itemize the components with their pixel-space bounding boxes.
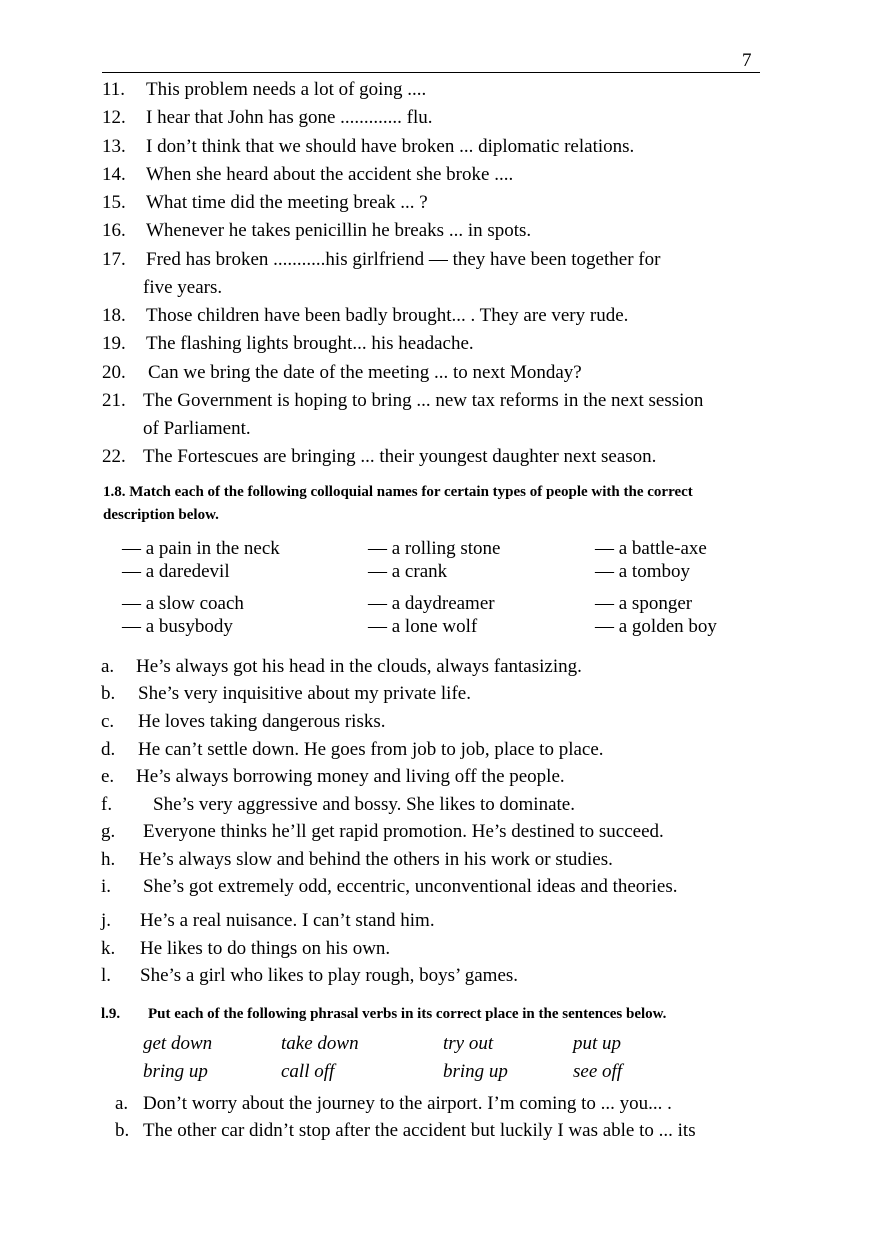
item-number: 14. [102,164,126,185]
item-text: Those children have been badly brought... . They are very rude. [146,305,629,326]
description-letter: l. [101,965,112,986]
name-option: — a lone wolf [368,616,478,637]
phrasal-verb: try out [443,1033,494,1054]
phrasal-verb: bring up [143,1061,208,1082]
description-letter: b. [101,683,116,704]
description-text: He’s always slow and behind the others in his work or studies. [139,849,613,870]
item-text: The flashing lights brought... his headache. [146,333,474,354]
name-option: — a slow coach [122,593,244,614]
name-option: — a battle-axe [595,538,707,559]
description-letter: a. [101,656,115,677]
phrasal-verb: take down [281,1033,359,1054]
description-letter: k. [101,938,116,959]
item-text: Fred has broken ...........his girlfriend — they have been together for [146,249,661,270]
phrasal-verb: see off [573,1061,623,1082]
exercise-1-9-heading: Put each of the following phrasal verbs in its correct place in the sentences below. [148,1006,667,1022]
name-option: — a crank [368,561,448,582]
description-letter: d. [101,739,116,760]
item-text: I don’t think that we should have broken ... diplomatic relations. [146,136,635,157]
description-text: He loves taking dangerous risks. [138,711,386,732]
item-text: When she heard about the accident she broke .... [146,164,514,185]
description-text: She’s very aggressive and bossy. She likes to dominate. [153,794,575,815]
item-text-continuation: five years. [143,277,223,298]
phrasal-verb: put up [573,1033,622,1054]
description-letter: j. [101,910,112,931]
item-text-continuation: of Parliament. [143,418,251,439]
description-letter: f. [101,794,113,815]
header-rule [102,72,760,73]
item-number: 21. [102,390,126,411]
item-text: The Fortescues are bringing ... their youngest daughter next season. [143,446,657,467]
exercise-1-8-heading [103,481,773,527]
description-letter: g. [101,821,116,842]
item-text: This problem needs a lot of going .... [146,79,427,100]
name-option: — a tomboy [595,561,690,582]
item-text: Whenever he takes penicillin he breaks ... in spots. [146,220,532,241]
name-option: — a sponger [595,593,693,614]
description-text: She’s a girl who likes to play rough, boys’ games. [140,965,519,986]
item-number: 22. [102,446,126,467]
item-number: 18. [102,305,126,326]
phrasal-verb: get down [143,1033,213,1054]
name-option: — a golden boy [595,616,717,637]
description-text: Everyone thinks he’ll get rapid promotion. He’s destined to succeed. [143,821,664,842]
item-number: 11. [102,79,126,100]
item-text: The Government is hoping to bring ... new tax reforms in the next session [143,390,704,411]
item-number: 15. [102,192,126,213]
sentence-letter: b. [115,1120,130,1141]
phrasal-verb: call off [281,1061,335,1082]
description-text: She’s got extremely odd, eccentric, unconventional ideas and theories. [143,876,678,897]
description-letter: i. [101,876,112,897]
description-letter: e. [101,766,115,787]
item-number: 17. [102,249,126,270]
sentence-text: Don’t worry about the journey to the airport. I’m coming to ... you... . [143,1093,672,1114]
sentence-text: The other car didn’t stop after the accident but luckily I was able to ... its [143,1120,696,1141]
name-option: — a daydreamer [368,593,495,614]
description-text: He’s always got his head in the clouds, always fantasizing. [136,656,582,677]
page-number: 7 [742,50,752,71]
heading-line: description below. [103,507,219,523]
description-letter: h. [101,849,116,870]
item-number: 20. [102,362,126,383]
heading-line: 1.8. Match each of the following colloquial names for certain types of people with the correct [103,484,693,500]
name-option: — a pain in the neck [122,538,280,559]
name-option: — a busybody [122,616,233,637]
phrasal-verb: bring up [443,1061,508,1082]
description-letter: c. [101,711,115,732]
item-number: 13. [102,136,126,157]
description-text: He’s always borrowing money and living off the people. [136,766,565,787]
description-text: He can’t settle down. He goes from job to job, place to place. [138,739,604,760]
name-option: — a daredevil [122,561,230,582]
item-text: I hear that John has gone ............. flu. [146,107,433,128]
item-text: What time did the meeting break ... ? [146,192,428,213]
description-text: He’s a real nuisance. I can’t stand him. [140,910,435,931]
item-text: Can we bring the date of the meeting ... to next Monday? [148,362,582,383]
exercise-1-9-number: l.9. [101,1006,121,1022]
sentence-letter: a. [115,1093,129,1114]
item-number: 16. [102,220,126,241]
name-option: — a rolling stone [368,538,501,559]
description-text: He likes to do things on his own. [140,938,391,959]
item-number: 12. [102,107,126,128]
description-text: She’s very inquisitive about my private life. [138,683,471,704]
item-number: 19. [102,333,126,354]
